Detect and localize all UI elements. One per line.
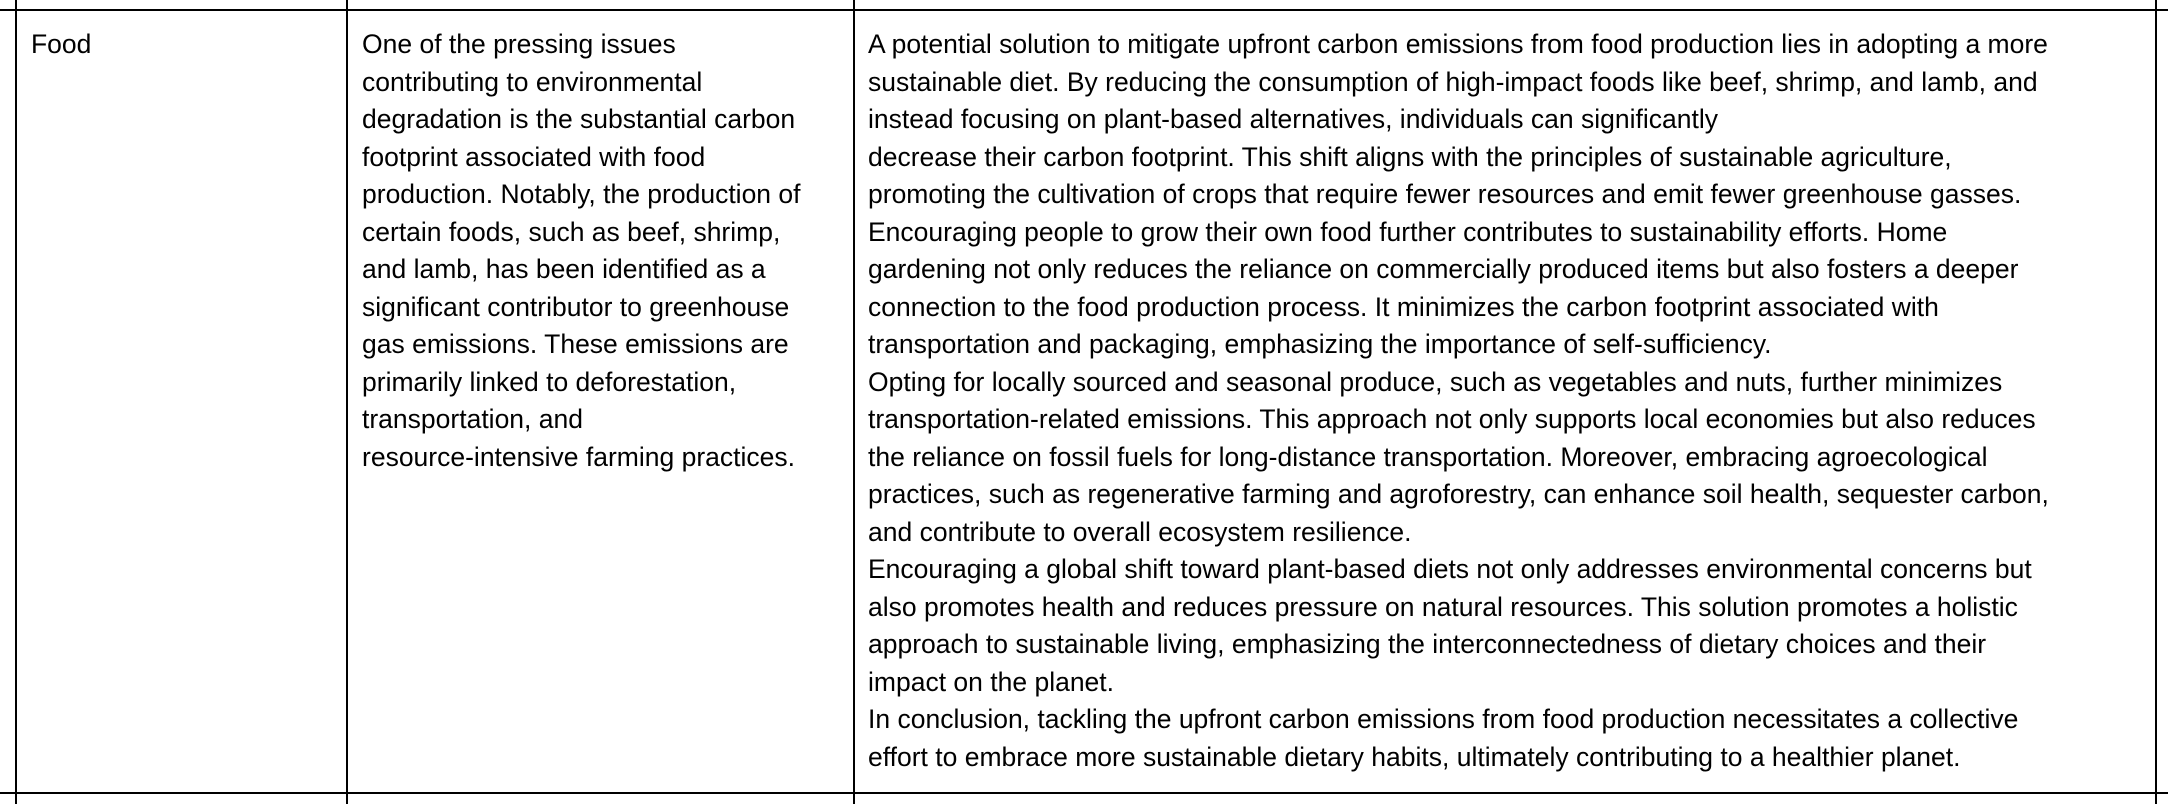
- problem-text-line: degradation is the substantial carbon: [362, 104, 796, 134]
- table-row-border-bottom: [0, 792, 2168, 794]
- problem-text-line: and lamb, has been identified as a: [362, 254, 766, 284]
- solution-text-line: Encouraging people to grow their own food further contributes to sustainability efforts. Home: [868, 216, 1948, 247]
- solution-text-line: the reliance on fossil fuels for long-distance transportation. Moreover, embracing agroecological: [868, 441, 1988, 472]
- solution-text-line: A potential solution to mitigate upfront carbon emissions from food production lies in adopting a more: [868, 29, 2048, 59]
- problem-text-line: footprint associated with food: [362, 141, 706, 172]
- problem-text-line: certain foods, such as beef, shrimp,: [362, 216, 781, 247]
- problem-text-line: production. Notably, the production of: [362, 179, 801, 209]
- table-cell-solution: [868, 26, 2049, 776]
- problem-text-line: significant contributor to greenhouse: [362, 291, 790, 322]
- problem-text-line: gas emissions. These emissions are: [362, 329, 789, 359]
- solution-text-line: and contribute to overall ecosystem resilience.: [868, 516, 1412, 547]
- problem-text-line: transportation, and: [362, 404, 583, 434]
- problem-text-line: resource-intensive farming practices.: [362, 441, 796, 472]
- solution-text-line: Encouraging a global shift toward plant-based diets not only addresses environmental concerns but: [868, 554, 2032, 584]
- solution-text-line: transportation-related emissions. This approach not only supports local economies but also reduces: [868, 404, 2036, 434]
- solution-text-line: sustainable diet. By reducing the consumption of high-impact foods like beef, shrimp, and lamb, and: [868, 66, 2038, 97]
- solution-text-line: effort to embrace more sustainable dietary habits, ultimately contributing to a healthier planet.: [868, 741, 1961, 772]
- problem-text-line: primarily linked to deforestation,: [362, 366, 737, 397]
- table-column-border-2: [853, 0, 855, 804]
- solution-text-line: also promotes health and reduces pressure on natural resources. This solution promotes a holistic: [868, 591, 2018, 622]
- table-cell-category: [31, 26, 91, 64]
- table-cell-problem: [362, 26, 801, 476]
- solution-text-line: gardening not only reduces the reliance on commercially produced items but also fosters a deeper: [868, 254, 2019, 284]
- problem-text-line: One of the pressing issues: [362, 29, 676, 59]
- solution-text-line: Opting for locally sourced and seasonal produce, such as vegetables and nuts, further minimizes: [868, 366, 2003, 397]
- solution-text-line: impact on the planet.: [868, 666, 1115, 697]
- solution-text-line: decrease their carbon footprint. This shift aligns with the principles of sustainable agriculture,: [868, 141, 1952, 172]
- solution-text-line: practices, such as regenerative farming and agroforestry, can enhance soil health, sequester carbon,: [868, 479, 2049, 509]
- solution-text-line: transportation and packaging, emphasizing the importance of self-sufficiency.: [868, 329, 1772, 359]
- solution-text-line: approach to sustainable living, emphasizing the interconnectedness of dietary choices and their: [868, 629, 1987, 659]
- table-column-border-left: [15, 0, 17, 804]
- solution-text-line: In conclusion, tackling the upfront carbon emissions from food production necessitates a collective: [868, 704, 2019, 734]
- table-column-border-1: [346, 0, 348, 804]
- table-row-border-top: [0, 9, 2168, 11]
- problem-text-line: contributing to environmental: [362, 66, 703, 97]
- solution-text-line: instead focusing on plant-based alternatives, individuals can significantly: [868, 104, 1718, 134]
- solution-text-line: connection to the food production process. It minimizes the carbon footprint associated with: [868, 291, 1939, 322]
- solution-text-line: promoting the cultivation of crops that require fewer resources and emit fewer greenhouse gasses.: [868, 179, 2022, 209]
- category-text: Food: [31, 29, 92, 59]
- table-column-border-right: [2155, 0, 2157, 804]
